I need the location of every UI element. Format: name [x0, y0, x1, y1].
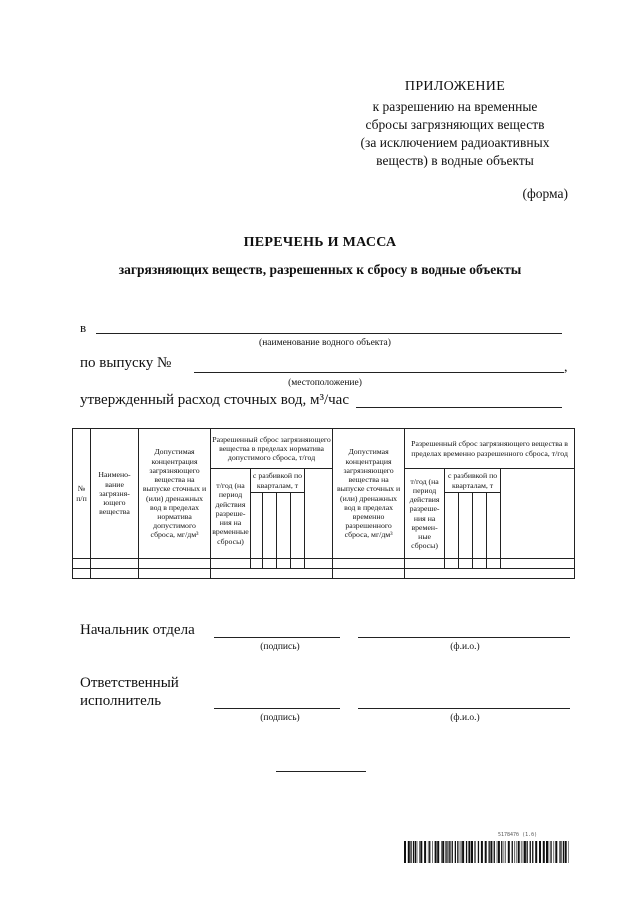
header-concentration-norm: Допустимая концентрация загрязняющего вещества на выпуске сточных и (или) дренажных вод в пределах норматива допустимого сброса, мг/дм³ — [139, 429, 211, 559]
table-cell[interactable] — [305, 559, 333, 569]
table-cell[interactable] — [333, 569, 405, 579]
table-cell[interactable] — [91, 569, 139, 579]
quarter-cell — [473, 493, 487, 559]
header-group-norm: Разрешенный сброс загрязняющего вещества в пределах норматива допустимого сброса, т/год — [211, 429, 333, 469]
flow-label: утвержденный расход сточных вод, м³/час — [80, 392, 349, 408]
table-cell[interactable] — [405, 559, 445, 569]
table-cell[interactable] — [139, 559, 211, 569]
head-name-field[interactable] — [358, 637, 570, 638]
table-cell[interactable] — [277, 559, 291, 569]
table-cell[interactable] — [211, 559, 251, 569]
appendix-line: к разрешению на временные — [372, 99, 538, 114]
table-cell[interactable] — [333, 559, 405, 569]
responsible-label: Ответственный — [80, 675, 179, 691]
appendix-title: ПРИЛОЖЕНИЕ — [404, 79, 506, 94]
table-cell[interactable] — [501, 559, 575, 569]
header-quarter-temp: с разбивкой по кварталам, т — [445, 469, 501, 493]
outlet-field[interactable] — [194, 372, 564, 373]
table-cell[interactable] — [487, 559, 501, 569]
quarter-cell — [277, 493, 291, 559]
barcode-icon — [404, 841, 569, 863]
header-year-norm: т/год (на период действия разреше- ния на временные сбросы) — [211, 469, 251, 559]
outlet-comma: , — [564, 360, 568, 375]
table-cell[interactable] — [73, 559, 91, 569]
table-cell[interactable] — [211, 569, 333, 579]
form-mark: (форма) — [522, 186, 568, 201]
flow-field[interactable] — [356, 407, 562, 408]
quarter-cell — [251, 493, 263, 559]
table-cell[interactable] — [291, 559, 305, 569]
responsible-name-field[interactable] — [358, 708, 570, 709]
table-cell[interactable] — [73, 569, 91, 579]
appendix-line: веществ) в водные объекты — [376, 153, 534, 168]
quarter-cell — [291, 493, 305, 559]
quarter-cell — [487, 493, 501, 559]
appendix-header — [330, 78, 580, 170]
header-year-temp: т/год (на период действия разреше- ния на времен- ные сбросы) — [405, 469, 445, 559]
table-cell[interactable] — [473, 559, 487, 569]
document-title: ПЕРЕЧЕНЬ И МАССА — [243, 235, 397, 250]
signature-caption: (подпись) — [260, 713, 300, 723]
responsible-signature-field[interactable] — [214, 708, 340, 709]
appendix-line: сбросы загрязняющих веществ — [365, 117, 545, 132]
bottom-short-rule — [276, 771, 366, 772]
name-caption: (ф.и.о.) — [450, 642, 480, 652]
head-signature-field[interactable] — [214, 637, 340, 638]
header-empty-cell — [305, 469, 333, 559]
table-cell[interactable] — [405, 569, 575, 579]
water-body-prefix: в — [80, 320, 87, 335]
table-cell[interactable] — [459, 559, 473, 569]
table-cell[interactable] — [263, 559, 277, 569]
table-cell[interactable] — [251, 559, 263, 569]
water-body-caption: (наименование водного объекта) — [259, 338, 391, 348]
quarter-cell — [263, 493, 277, 559]
outlet-label: по выпуску № — [80, 355, 172, 371]
header-group-temp: Разрешенный сброс загрязняющего вещества в пределах временно разрешенного сброса, т/год — [405, 429, 575, 469]
pollutants-table — [72, 428, 575, 579]
header-empty-cell — [501, 469, 575, 559]
header-quarter-norm: с разбивкой по кварталам, т — [251, 469, 305, 493]
quarter-cell — [459, 493, 473, 559]
quarter-cell — [445, 493, 459, 559]
header-concentration-temp: Допустимая концентрация загрязняющего вещества на выпуске сточных и (или) дренажных вод в пределах временно разрешенного сброса, мг/дм³ — [333, 429, 405, 559]
location-caption: (местоположение) — [288, 378, 362, 388]
appendix-line: (за исключением радиоактивных — [360, 135, 550, 150]
water-body-field[interactable] — [96, 333, 562, 334]
name-caption: (ф.и.о.) — [450, 713, 480, 723]
header-num: № п/п — [73, 429, 91, 559]
table-cell[interactable] — [139, 569, 211, 579]
document-subtitle: загрязняющих веществ, разрешенных к сбросу в водные объекты — [118, 262, 522, 277]
responsible-label-line2: исполнитель — [80, 693, 162, 709]
table-cell[interactable] — [445, 559, 459, 569]
signature-caption: (подпись) — [260, 642, 300, 652]
head-of-department-label: Начальник отдела — [80, 622, 195, 638]
header-substance: Наимено- вание загрязня- ющего вещества — [91, 429, 139, 559]
barcode-number: 517847б (1.б) — [498, 832, 538, 838]
table-cell[interactable] — [91, 559, 139, 569]
